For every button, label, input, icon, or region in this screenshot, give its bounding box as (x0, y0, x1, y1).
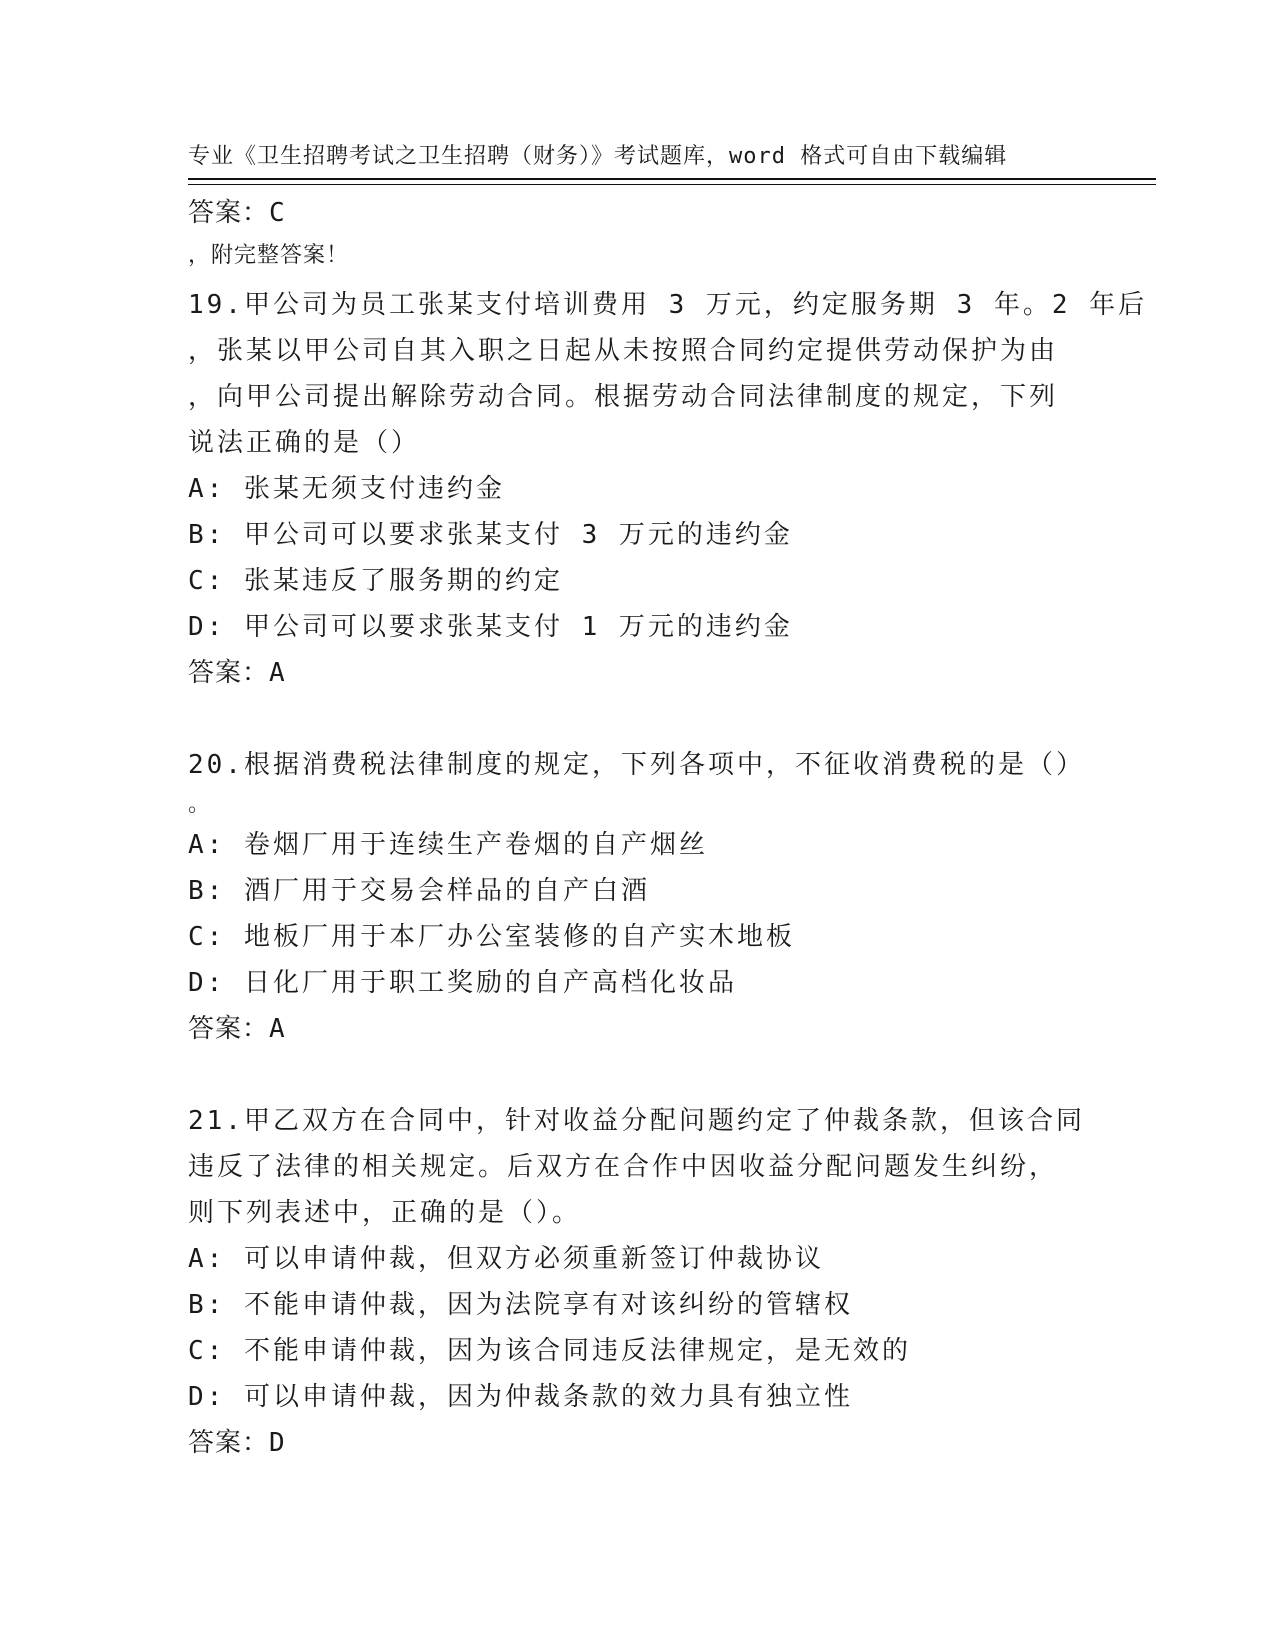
option-c: C: 不能申请仲裁，因为该合同违反法律规定，是无效的 (188, 1336, 911, 1366)
question-stem-line: 说法正确的是（） (188, 428, 421, 458)
question-19 (188, 282, 1148, 696)
option-a: A: 可以申请仲裁，但双方必须重新签订仲裁协议 (188, 1244, 824, 1274)
answer-value: C (269, 198, 286, 228)
question-21 (188, 1098, 1088, 1466)
question-stem-line: 。 (188, 792, 214, 817)
question-stem-line: 则下列表述中，正确的是（）。 (188, 1198, 582, 1228)
document-body (188, 190, 1148, 1466)
question-answer (188, 1420, 1088, 1466)
question-stem-line: 19.甲公司为员工张某支付培训费用 3 万元，约定服务期 3 年。2 年后 (188, 290, 1148, 320)
header-divider-thick (188, 178, 1156, 180)
answer-label: 答案： (188, 198, 270, 228)
answer-label: 答案： (188, 658, 270, 688)
question-stem-line: 21.甲乙双方在合同中，针对收益分配问题约定了仲裁条款，但该合同 (188, 1106, 1085, 1136)
question-stem-line: ，向甲公司提出解除劳动合同。根据劳动合同法律制度的规定，下列 (188, 382, 1059, 412)
previous-answer (188, 190, 1088, 236)
header-line-1: 专业《卫生招聘考试之卫生招聘（财务）》考试题库，word 格式可自由下载编辑 (188, 144, 1008, 169)
option-d: D: 可以申请仲裁，因为仲裁条款的效力具有独立性 (188, 1382, 853, 1412)
answer-label: 答案： (188, 1014, 270, 1044)
question-20 (188, 742, 1088, 1052)
answer-value: D (269, 1428, 286, 1458)
option-b: B: 不能申请仲裁，因为法院享有对该纠纷的管辖权 (188, 1290, 853, 1320)
option-d: D: 甲公司可以要求张某支付 1 万元的违约金 (188, 612, 793, 642)
question-stem-line: 20.根据消费税法律制度的规定，下列各项中，不征收消费税的是（） (188, 750, 1085, 780)
question-answer (188, 1006, 1088, 1052)
option-c: C: 地板厂用于本厂办公室装修的自产实木地板 (188, 922, 795, 952)
header-line-2: ，附完整答案！ (188, 243, 350, 268)
answer-label: 答案： (188, 1428, 270, 1458)
option-c: C: 张某违反了服务期的约定 (188, 566, 563, 596)
option-a: A: 张某无须支付违约金 (188, 474, 505, 504)
question-answer (188, 650, 1088, 696)
option-b: B: 酒厂用于交易会样品的自产白酒 (188, 876, 650, 906)
answer-value: A (269, 1014, 286, 1044)
option-a: A: 卷烟厂用于连续生产卷烟的自产烟丝 (188, 830, 708, 860)
option-d: D: 日化厂用于职工奖励的自产高档化妆品 (188, 968, 737, 998)
answer-value: A (269, 658, 286, 688)
question-stem-line: 违反了法律的相关规定。后双方在合作中因收益分配问题发生纠纷， (188, 1152, 1059, 1182)
option-b: B: 甲公司可以要求张某支付 3 万元的违约金 (188, 520, 793, 550)
header-divider-thin (188, 184, 1156, 185)
question-stem-line: ，张某以甲公司自其入职之日起从未按照合同约定提供劳动保护为由 (188, 336, 1059, 366)
